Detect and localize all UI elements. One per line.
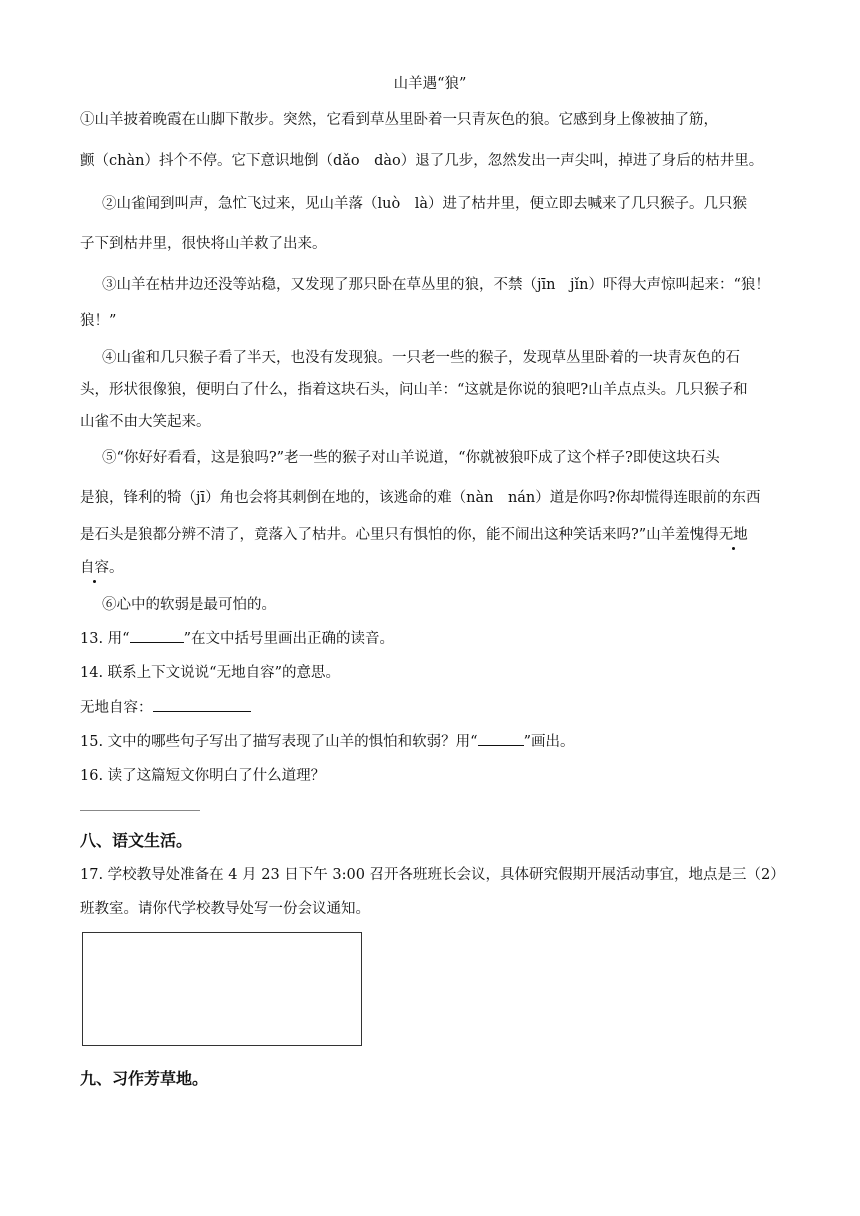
story-title: 山羊遇“狼”	[393, 76, 467, 92]
emphasis-zirong: 自容	[80, 560, 109, 576]
question-17-line-2: 班教室。请你代学校教导处写一份会议通知。	[80, 901, 370, 917]
notice-answer-box[interactable]	[82, 932, 362, 1046]
p5-line-4-end: 。	[109, 560, 124, 576]
question-14: 14. 联系上下文说说“无地自容”的意思。	[80, 665, 340, 681]
exam-page: 山羊遇“狼” ①山羊披着晚霞在山脚下散步。突然，它看到草丛里卧着一只青灰色的狼。它感到身上像被抽了筋， 颤（chàn）抖个不停。它下意识地倒（dǎo dào）退了几步，忽然发出一声尖叫，掉进了身后的枯井里。 ②山雀闻到叫声，急忙飞过来，见山羊落（luò là）进了枯井里，便立即去喊来了几只猴子。几只猴 子下到枯井里，很快将山羊救了出来。 ③山羊在枯井边还没等站稳，又发现了那只卧在草丛里的狼，不禁（jīn jǐn）吓得大声惊叫起来：“狼！ 狼！” ④山雀和几只猴子看了半天，也没有发现狼。一只老一些的猴子，发现草丛里卧着的一块青灰色的石 头，形状很像狼，便明白了什么，指着这块石头，问山羊：“这就是你说的狼吧?山羊点点头。几只猴子和 山雀不由大笑起来。 ⑤“你好好看看，这是狼吗?”老一些的猴子对山羊说道，“你就被狼吓成了这个样子?即使这块石头 是狼，锋利的犄（jī）角也会将其刺倒在地的，该逃命的难（nàn nán）道是你吗?你却慌得连眼前的东西 是石头是狼都分辨不清了，竟落入了枯井。心里只有惧怕的你，能不闹出这种笑话来吗?”山羊羞愧得无地 自容。 ⑥心中的软弱是最可怕的。 13. 用“ ”在文中括号里画出正确的读音。 14. 联系上下文说说“无地自容”的意思。 无地自容： 15. 文中的哪些句子写出了描写表现了山羊的惧怕和软弱？用“ ”画出。 16. 读了这篇短文你明白了什么道理？ 八、语文生活。 17. 学校教导处准备在 4 月 23 日下午 3:00 召开各班班长会议，具体研究假期开展活动事宜，地点是三（2） 班教室。请你代学校教导处写一份会议通知。 九、习作芳草地。	[0, 0, 860, 1216]
question-16: 16. 读了这篇短文你明白了什么道理？	[80, 768, 326, 784]
q15-text-b: ”画出。	[523, 734, 575, 750]
q14-answer-blank[interactable]	[153, 711, 251, 712]
question-14-answer	[80, 696, 251, 717]
q15-text-a: 15. 文中的哪些句子写出了描写表现了山羊的惧怕和软弱？用“	[80, 734, 478, 750]
q15-underline-sample	[478, 745, 524, 746]
q13-text-a: 13. 用“	[80, 631, 130, 647]
p5-line-3-text: 是石头是狼都分辨不清了，竟落入了枯井。心里只有惧怕的你，能不闹出这种笑话来吗?”山羊羞愧得	[80, 527, 719, 543]
q14-label: 无地自容：	[80, 700, 153, 716]
q13-underline-sample	[130, 642, 184, 643]
emphasis-wudi: 无地	[718, 527, 748, 543]
q13-text-b: ”在文中括号里画出正确的读音。	[183, 631, 395, 647]
section-9-heading: 九、习作芳草地。	[80, 1069, 209, 1088]
section-8-heading: 八、语文生活。	[80, 831, 193, 850]
question-15	[80, 730, 575, 751]
question-17-line-1: 17. 学校教导处准备在 4 月 23 日下午 3:00 召开各班班长会议，具体研究假期开展活动事宜，地点是三（2）	[80, 867, 785, 883]
question-13	[80, 627, 394, 648]
answer-rule[interactable]	[80, 810, 200, 811]
